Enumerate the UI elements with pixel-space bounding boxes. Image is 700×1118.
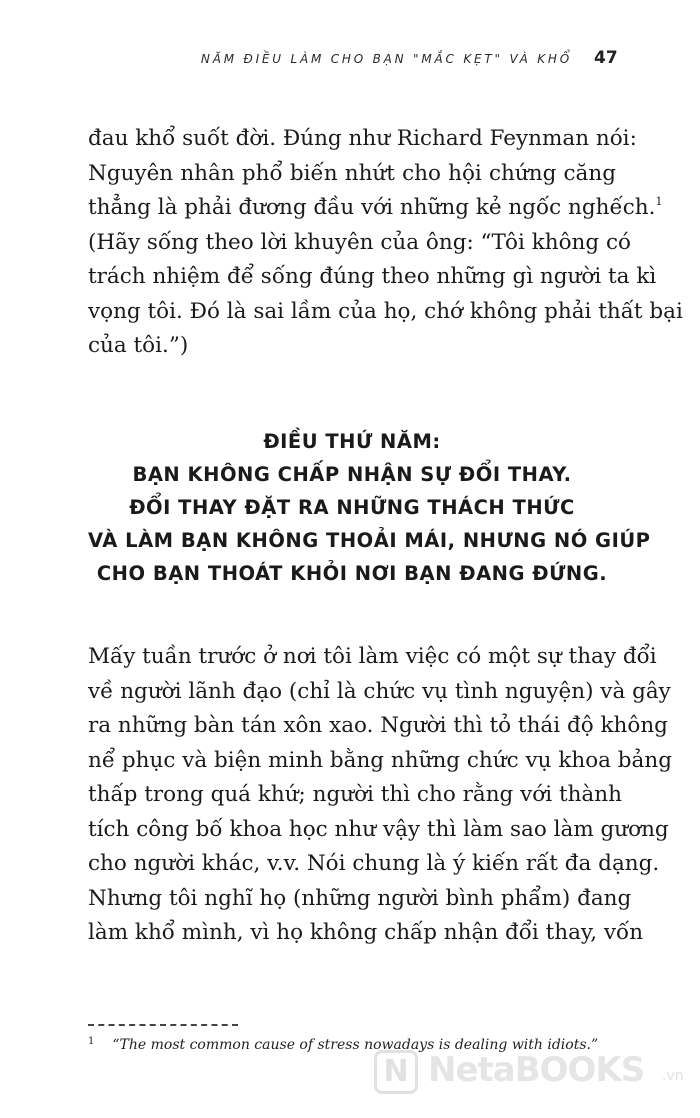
page-number: 47 — [594, 48, 618, 68]
brand-logo-icon: N — [374, 1050, 418, 1094]
paragraph-1 — [88, 122, 683, 364]
text-line: về người lãnh đạo (chỉ là chức vụ tình nguyện) và gây — [88, 678, 671, 704]
watermark — [374, 1046, 694, 1106]
page-header — [0, 44, 700, 74]
footnote-text: “The most common cause of stress nowadays is dealing with idiots.” — [112, 1037, 599, 1053]
text-line: cho người khác, v.v. Nói chung là ý kiến rất đa dạng. — [88, 851, 660, 876]
heading-line: VÀ LÀM BẠN KHÔNG THOẢI MÁI, NHƯNG NÓ GIÚP — [88, 529, 651, 552]
text-line: vọng tôi. Đó là sai lầm của họ, chớ không phải thất bại — [88, 298, 683, 324]
text-line-with-footnote — [88, 191, 663, 226]
heading-line: CHO BẠN THOÁT KHỎI NƠI BẠN ĐANG ĐỨNG. — [96, 562, 608, 585]
text-line: ra những bàn tán xôn xao. Người thì tỏ thái độ không — [88, 713, 668, 738]
text-line: Mấy tuần trước ở nơi tôi làm việc có một sự thay đổi — [88, 644, 657, 669]
heading-line: ĐIỀU THỨ NĂM: — [263, 430, 441, 453]
heading-line: ĐỔI THAY ĐẶT RA NHỮNG THÁCH THỨC — [129, 496, 575, 519]
text-line: (Hãy sống theo lời khuyên của ông: “Tôi không có — [88, 229, 631, 255]
section-heading — [88, 425, 651, 590]
text-line: thấp trong quá khứ; người thì cho rằng với thành — [88, 782, 622, 807]
text-line: thẳng là phải đương đầu với những kẻ ngốc nghếch. — [88, 195, 656, 220]
paragraph-2 — [88, 640, 672, 951]
footnote-reference: 1 — [655, 195, 663, 208]
text-line: trách nhiệm để sống đúng theo những gì người ta kì — [88, 264, 657, 289]
footnote-divider — [88, 1024, 238, 1026]
watermark-brand: NetaBOOKS — [428, 1050, 645, 1090]
text-line: làm khổ mình, vì họ không chấp nhận đổi thay, vốn — [88, 920, 644, 945]
text-line: nể phục và biện minh bằng những chức vụ khoa bảng — [88, 747, 672, 773]
text-line: tích công bố khoa học như vậy thì làm sao làm gương — [88, 816, 669, 842]
running-head: NĂM ĐIỀU LÀM CHO BẠN "MẮC KẸT" VÀ KHỔ — [200, 52, 572, 66]
watermark-domain: .vn — [662, 1068, 684, 1084]
text-line: đau khổ suốt đời. Đúng như Richard Feynman nói: — [88, 126, 637, 151]
text-line: của tôi.”) — [88, 333, 189, 358]
footnote-mark: 1 — [88, 1036, 95, 1047]
text-line: Nguyên nhân phổ biến nhứt cho hội chứng căng — [88, 160, 616, 186]
text-line: Nhưng tôi nghĩ họ (những người bình phẩm) đang — [88, 885, 632, 911]
heading-line: BẠN KHÔNG CHẤP NHẬN SỰ ĐỔI THAY. — [132, 463, 572, 486]
